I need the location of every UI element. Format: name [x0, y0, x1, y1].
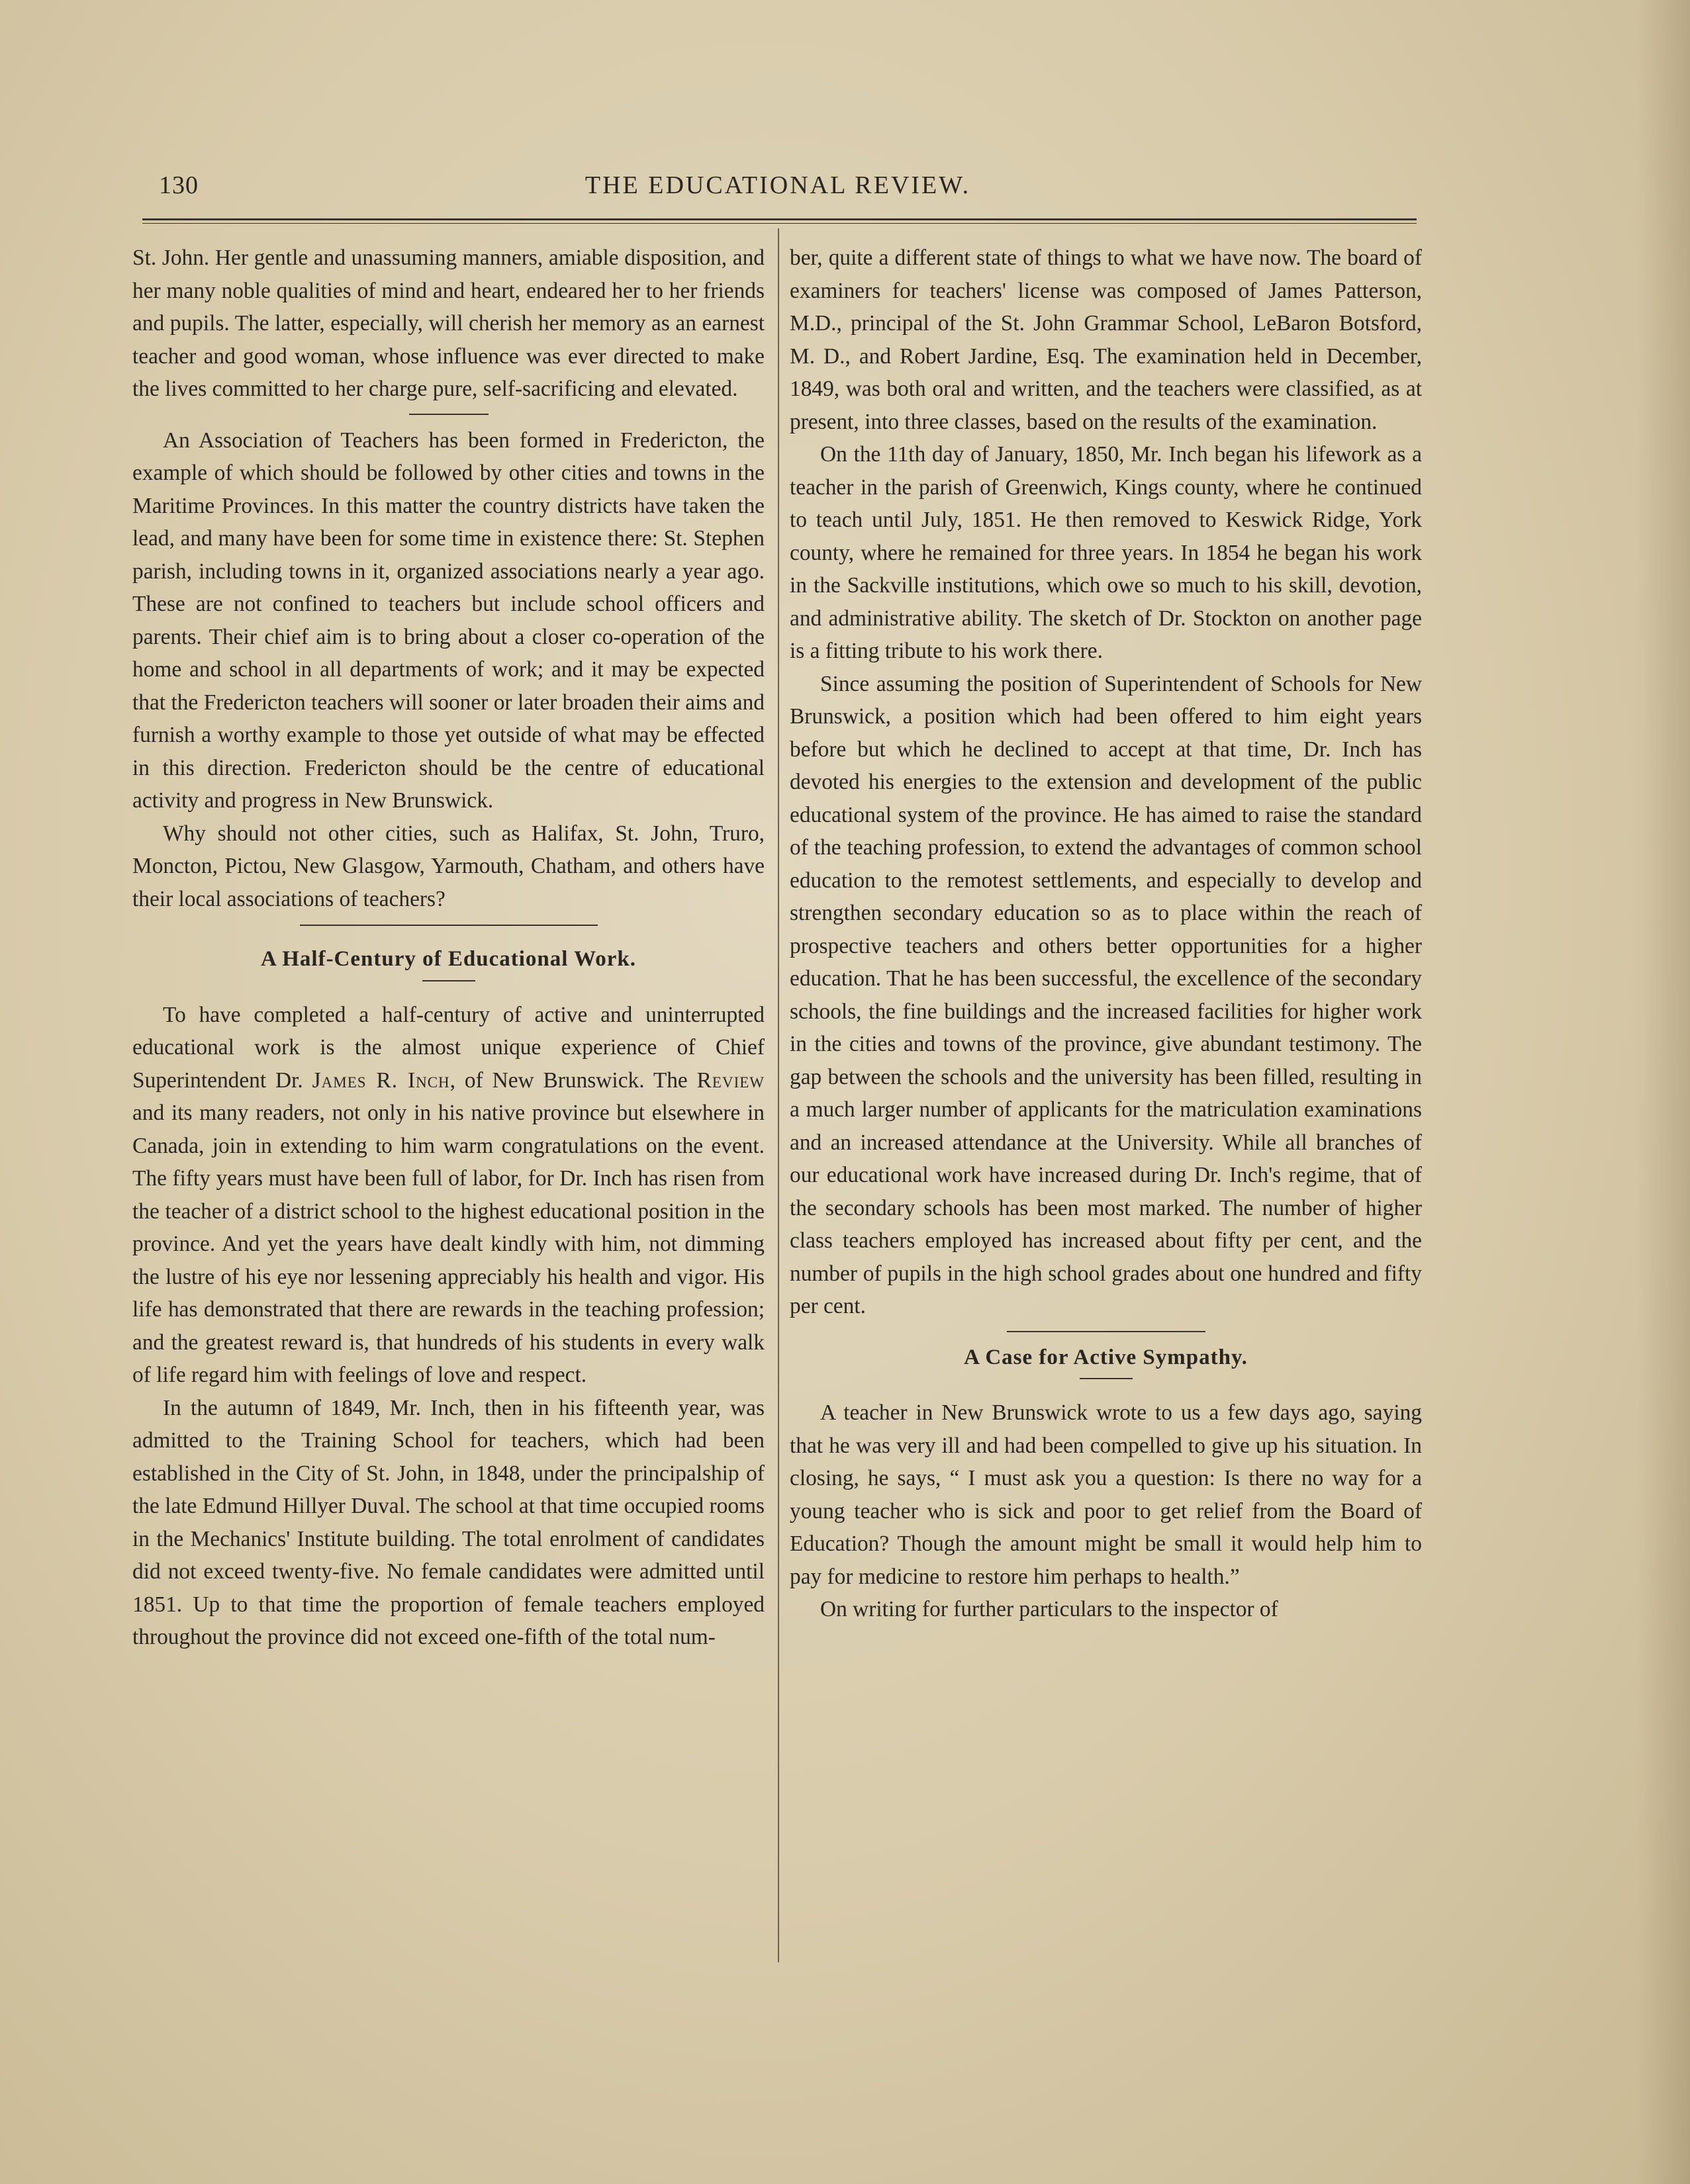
left-column [132, 242, 765, 1654]
heading-rule [1080, 1378, 1133, 1379]
binding-shadow [1637, 0, 1690, 2184]
text-run: To have completed a half-century of active and uninterrupted educational work is the almost unique experience of Chief Superintendent Dr. [132, 1002, 765, 1093]
paragraph-superintendent: Since assuming the position of Superintendent of Schools for New Brunswick, a position which had been offered to him eight years before but which he declined to accept at that time, Dr. Inch has devoted his energies to the extension and development of the public educational system of the province. He has aimed to raise the standard of the teaching profession, to extend the advantages of common school education to the remotest settlements, and especially to develop and strengthen secondary education so as to place within the reach of prospective teachers and others better opportunities for a higher education. That he has been successful, the excellence of the secondary schools, the fine buildings and the increased facilities for higher work in the cities and towns of the province, give abundant testimony. The gap between the schools and the university has been filled, resulting in a much larger number of applicants for the matriculation examinations and an increased attendance at the University. While all branches of our educational work have increased during Dr. Inch's regime, that of the secondary schools has been most marked. The number of higher class teachers employed has increased about fifty per cent, and the number of pupils in the high school grades about one hundred and fifty per cent. [790, 671, 1422, 1318]
heading-rule [422, 980, 475, 981]
journal-title: THE EDUCATIONAL REVIEW. [585, 171, 971, 199]
paragraph-half-century-intro [132, 999, 765, 1392]
text-run: and its many readers, not only in his native province but elsewhere in Canada, join in extending to him warm congratulations on the event. The fifty years must have been full of labor, for Dr. Inch has risen from the teacher of a district school to the highest educational position in the province. And yet the years have dealt kindly with him, not dimming the lustre of his eye nor lessening appreciably his health and vigor. His life has demonstrated that there are rewards in the teaching profession; and the greatest reward is, that hundreds of his students in every walk of life regard him with feelings of love and respect. [132, 1101, 765, 1387]
paragraph-obituary-end: St. John. Her gentle and unassuming manners, amiable disposition, and her many noble qualities of mind and heart, endeared her to her friends and pupils. The latter, especially, will cherish her memory as an earnest teacher and good woman, whose influence was ever directed to make the lives committed to her charge pure, self-sacrificing and elevated. [132, 246, 765, 401]
section-rule [1007, 1331, 1205, 1332]
section-rule [300, 925, 598, 926]
name-small-caps: James R. Inch [312, 1068, 450, 1093]
paragraph-teachers-association: An Association of Teachers has been formed in Fredericton, the example of which should be followed by other cities and towns in the Maritime Provinces. In this matter the country districts have taken the lead, and many have been for some time in existence there: St. Stephen parish, including towns in it, organized associations nearly a year ago. These are not confined to teachers but include school officers and parents. Their chief aim is to bring about a closer co-operation of the home and school in all departments of work; and it may be expected that the Fredericton teachers will sooner or later broaden their aims and furnish a worthy example to those yet outside of what may be effected in this direction. Fredericton should be the centre of educational activity and progress in New Brunswick. [132, 428, 765, 813]
paragraph-sick-teacher: A teacher in New Brunswick wrote to us a few days ago, saying that he was very ill and had been compelled to give up his situation. In closing, he says, “ I must ask you a question: Is there no way for a young teacher who is sick and poor to get relief from the Board of Education? Though the amount might be small it would help him to pay for medicine to restore him perhaps to health.” [790, 1400, 1422, 1589]
section-rule [409, 414, 489, 415]
paragraph-inspector: On writing for further particulars to the inspector of [820, 1597, 1278, 1621]
paragraph-lifework: On the 11th day of January, 1850, Mr. Inch began his lifework as a teacher in the parish of Greenwich, Kings county, where he continued to teach until July, 1851. He then removed to Keswick Ridge, York county, where he remained for three years. In 1854 he began his work in the Sackville institutions, which owe so much to his skill, devotion, and administrative ability. The sketch of Dr. Stockton on another page is a fitting tribute to his work there. [790, 442, 1422, 663]
heading-half-century: A Half-Century of Educational Work. [260, 947, 636, 971]
page-number: 130 [159, 171, 199, 199]
column-divider [778, 228, 779, 1962]
right-column [790, 242, 1422, 1626]
review-small-caps: Review [696, 1068, 765, 1093]
running-header [132, 171, 1423, 210]
paragraph-training-school: In the autumn of 1849, Mr. Inch, then in his fifteenth year, was admitted to the Training School for teachers, which had been established in the City of St. John, in 1848, under the principalship of the late Edmund Hillyer Duval. The school at that time occupied rooms in the Mechanics' Institute building. The total enrolment of candidates did not exceed twenty-five. No female candidates were admitted until 1851. Up to that time the proportion of female teachers employed throughout the province did not exceed one-fifth of the total num- [132, 1395, 765, 1649]
paragraph-local-associations: Why should not other cities, such as Halifax, St. John, Truro, Moncton, Pictou, New Glasgow, Yarmouth, Chatham, and others have their local associations of teachers? [132, 821, 765, 911]
heading-active-sympathy: A Case for Active Sympathy. [964, 1345, 1248, 1369]
paragraph-board-examiners: ber, quite a different state of things to what we have now. The board of examiners for teachers' license was composed of James Patterson, M.D., principal of the St. John Grammar School, LeBaron Botsford, M. D., and Robert Jardine, Esq. The examination held in December, 1849, was both oral and written, and the teachers were classified, as at present, into three classes, based on the results of the examination. [790, 246, 1422, 434]
text-run: , of New Brunswick. The [449, 1068, 697, 1093]
header-double-rule [142, 218, 1417, 224]
